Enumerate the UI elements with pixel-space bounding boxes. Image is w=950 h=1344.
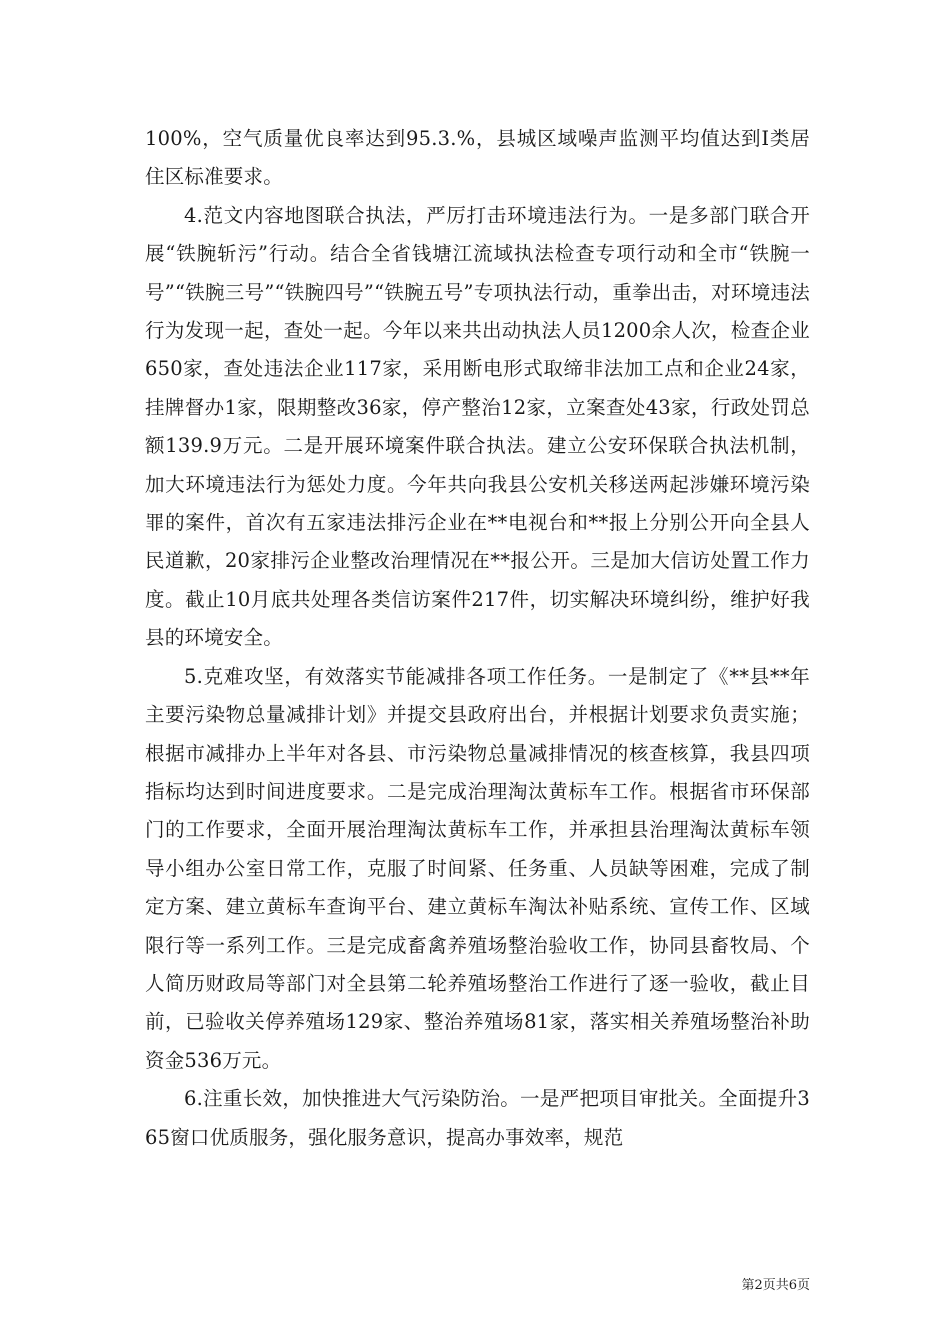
- paragraph-6-air-pollution: 6.注重长效，加快推进大气污染防治。一是严把项目审批关。全面提升365窗口优质服务，强化服务意识，提高办事效率，规范: [145, 1087, 810, 1149]
- paragraph-5-emission-reduction: 5.克难攻坚，有效落实节能减排各项工作任务。一是制定了《**县**年主要污染物总量减排计划》并提交县政府出台，并根据计划要求负责实施；根据市减排办上半年对各县、市污染物总量减排情况的核查核算，我县四项指标均达到时间进度要求。二是完成治理淘汰黄标车工作。根据省市环保部门的工作要求，全面开展治理淘汰黄标车工作，并承担县治理淘汰黄标车领导小组办公室日常工作，克服了时间紧、任务重、人员缺等困难，完成了制定方案、建立黄标车查询平台、建立黄标车淘汰补贴系统、宣传工作、区域限行等一系列工作。三是完成畜禽养殖场整治验收工作，协同县畜牧局、个人简历财政局等部门对全县第二轮养殖场整治工作进行了逐一验收，截止目前，已验收关停养殖场129家、整治养殖场81家，落实相关养殖场整治补助资金536万元。: [145, 664, 810, 1072]
- page-number-footer: 第2页共6页: [741, 1278, 810, 1293]
- paragraph-4-joint-enforcement: 4.范文内容地图联合执法，严厉打击环境违法行为。一是多部门联合开展“铁腕斩污”行动。结合全省钱塘江流域执法检查专项行动和全市“铁腕一号”“铁腕三号”“铁腕四号”“铁腕五号”专项执法行动，重拳出击，对环境违法行为发现一起，查处一起。今年以来共出动执法人员1200余人次，检查企业650家，查处违法企业117家，采用断电形式取缔非法加工点和企业24家，挂牌督办1家，限期整改36家，停产整治12家，立案查处43家，行政处罚总额139.9万元。二是开展环境案件联合执法。建立公安环保联合执法机制，加大环境违法行为惩处力度。今年共向我县公安机关移送两起涉嫌环境污染罪的案件，首次有五家违法排污企业在**电视台和**报上分别公开向全县人民道歉，20家排污企业整改治理情况在**报公开。三是加大信访处置工作力度。截止10月底共处理各类信访案件217件，切实解决环境纠纷，维护好我县的环境安全。: [145, 203, 810, 650]
- document-body: [145, 120, 810, 1157]
- paragraph-continuation: 100%，空气质量优良率达到95.3.%，县城区域噪声监测平均值达到Ⅰ类居住区标准要求。: [145, 127, 810, 189]
